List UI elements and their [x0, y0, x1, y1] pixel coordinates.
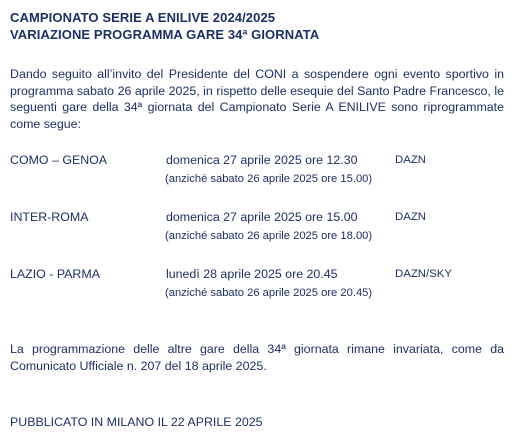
- document-subtitle: VARIAZIONE PROGRAMMA GARE 34ª GIORNATA: [10, 27, 320, 42]
- outro-paragraph: La programmazione delle altre gare della 34ª giornata rimane invariata, come da Comunicato Ufficiale n. 207 del 18 aprile 2025.: [10, 342, 504, 373]
- match-new-date: lunedì 28 aprile 2025 ore 20.45: [166, 267, 338, 281]
- publication-note: PUBBLICATO IN MILANO IL 22 APRILE 2025: [10, 415, 263, 429]
- match-previous-date: (anziché sabato 26 aprile 2025 ore 18.00): [165, 230, 373, 242]
- match-broadcaster: DAZN/SKY: [395, 268, 452, 280]
- match-previous-date: (anziché sabato 26 aprile 2025 ore 15.00): [165, 173, 373, 185]
- document-title: CAMPIONATO SERIE A ENILIVE 2024/2025: [10, 10, 276, 25]
- match-new-date: domenica 27 aprile 2025 ore 12.30: [166, 153, 358, 167]
- match-previous-date: (anziché sabato 26 aprile 2025 ore 20.45): [165, 287, 373, 299]
- match-broadcaster: DAZN: [395, 154, 427, 166]
- match-teams: COMO – GENOA: [10, 153, 108, 167]
- match-teams: INTER-ROMA: [10, 210, 89, 224]
- intro-paragraph: Dando seguito all’invito del Presidente del CONI a sospendere ogni evento sportivo in programma sabato 26 aprile 2025, in rispetto delle esequie del Santo Padre Francesco, le seguenti gare della 34ª giornata del Campionato Serie A ENILIVE sono riprogrammate come segue:: [10, 67, 504, 131]
- match-new-date: domenica 27 aprile 2025 ore 15.00: [166, 210, 358, 224]
- match-teams: LAZIO - PARMA: [10, 267, 100, 281]
- match-broadcaster: DAZN: [395, 211, 427, 223]
